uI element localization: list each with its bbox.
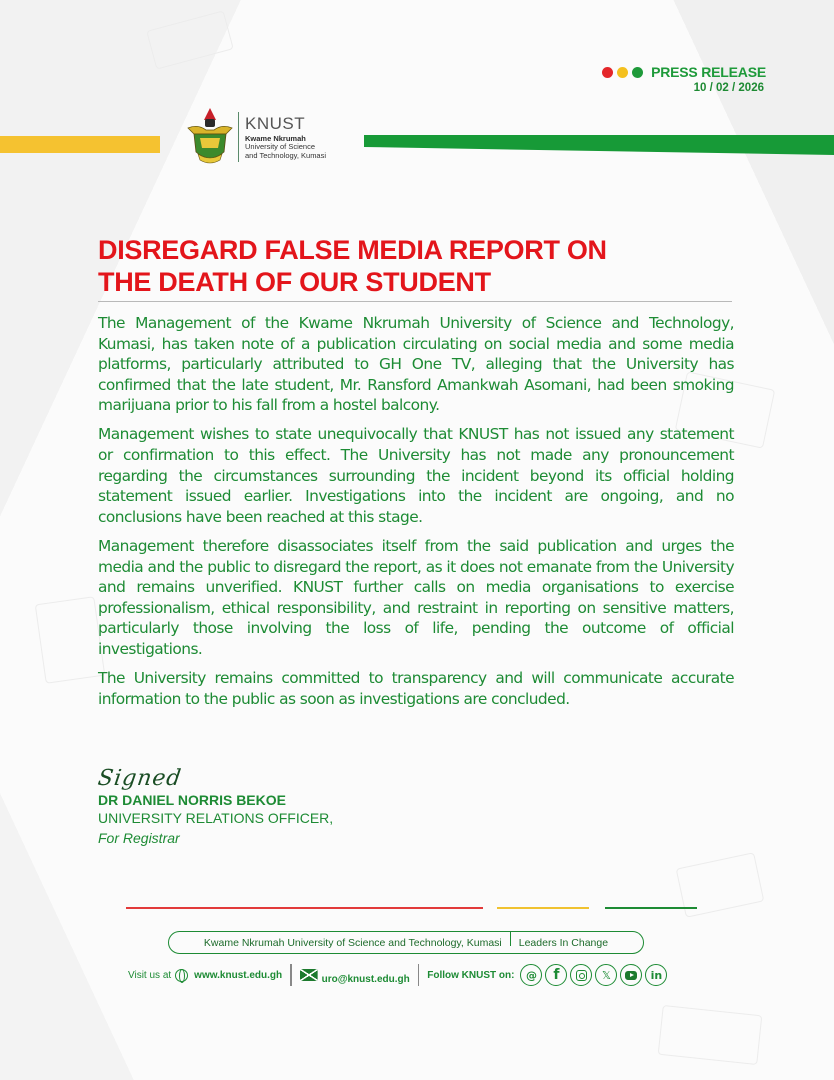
footer-yellow-rule [497,907,589,909]
press-release-label: PRESS RELEASE [651,64,766,80]
release-date: 10 / 02 / 2026 [693,82,764,94]
knust-logo [186,106,326,168]
press-release-body [98,313,734,718]
red-dot-icon [602,67,613,78]
footer-contact [128,964,708,986]
footer-tagline [168,931,644,954]
x-icon[interactable]: 𝕏 [595,964,617,986]
press-release-header [602,64,766,94]
title-divider [98,301,732,302]
facebook-icon[interactable]: f [545,964,567,986]
signature-block [98,768,333,846]
email-link[interactable]: uro@knust.edu.gh [321,973,410,985]
title-line-2: THE DEATH OF OUR STUDENT [98,267,491,297]
logo-line-3: and Technology, Kumasi [245,150,327,160]
title-line-1: DISREGARD FALSE MEDIA REPORT ON [98,235,607,265]
linkedin-icon[interactable]: in [645,964,667,986]
visit-label: Visit us at [128,969,172,981]
press-release-title [98,234,738,298]
footer-red-rule [126,907,483,909]
website-link[interactable]: www.knust.edu.gh [194,969,283,981]
footer-green-rule [605,907,697,909]
contact-divider [290,964,292,986]
institution-name: Kwame Nkrumah University of Science and Technology, Kumasi [203,936,502,949]
body-paragraph-1: The Management of the Kwame Nkrumah University of Science and Technology, Kumasi, has taken note of a publication circulating on social media and some media platforms, particularly attributed to GH One TV, alleging that the University has confirmed that the late student, Mr. Ransford Amankwah Asomani, had been smoking marijuana prior to his fall from a hostel balcony. [98,314,734,415]
globe-icon [175,969,188,982]
logo-name: KNUST [245,113,306,133]
yellow-accent-bar [0,136,160,153]
logo-line-2: University of Science [245,142,316,152]
body-paragraph-3: Management therefore disassociates itself from the said publication and urges the media and the public to disregard the report, as it does not emanate from the University and remains unverified. KNUST further calls on media organisations to exercise professionalism, ethical responsibility, and restraint in reporting on sensitive matters, particularly those involving the loss of life, pending the outcome of official investigations. [98,536,734,658]
background-doodle [658,1005,763,1065]
contact-divider [418,964,420,986]
threads-icon[interactable]: @ [520,964,542,986]
motto: Leaders In Change [518,936,609,949]
logo-divider [238,112,239,162]
body-paragraph-4: The University remains committed to transparency and will communicate accurate information to the public as soon as investigations are concluded. [98,669,734,708]
signatory-name: DR DANIEL NORRIS BEKOE [98,792,286,808]
yellow-dot-icon [617,67,628,78]
instagram-icon[interactable] [570,964,592,986]
signatory-role: UNIVERSITY RELATIONS OFFICER, [98,810,334,826]
signatory-on-behalf: For Registrar [98,830,180,846]
background-doodle [35,596,106,684]
green-dot-icon [632,67,643,78]
knust-crest-icon [186,106,234,168]
logo-line-1: Kwame Nkrumah [245,133,306,143]
youtube-icon[interactable] [620,964,642,986]
follow-label: Follow KNUST on: [427,969,515,981]
body-paragraph-2: Management wishes to state unequivocally that KNUST has not issued any statement or confirmation to this effect. The University has not made any pronouncement regarding the circumstances surrounding the incident beyond its official holding statement issued earlier. Investigations into the incident are ongoing, and no conclusions have been reached at this stage. [98,425,734,526]
social-links [520,964,667,986]
mail-icon [300,969,318,981]
tagline-divider [510,932,511,946]
signature-script: Signed [96,766,184,791]
